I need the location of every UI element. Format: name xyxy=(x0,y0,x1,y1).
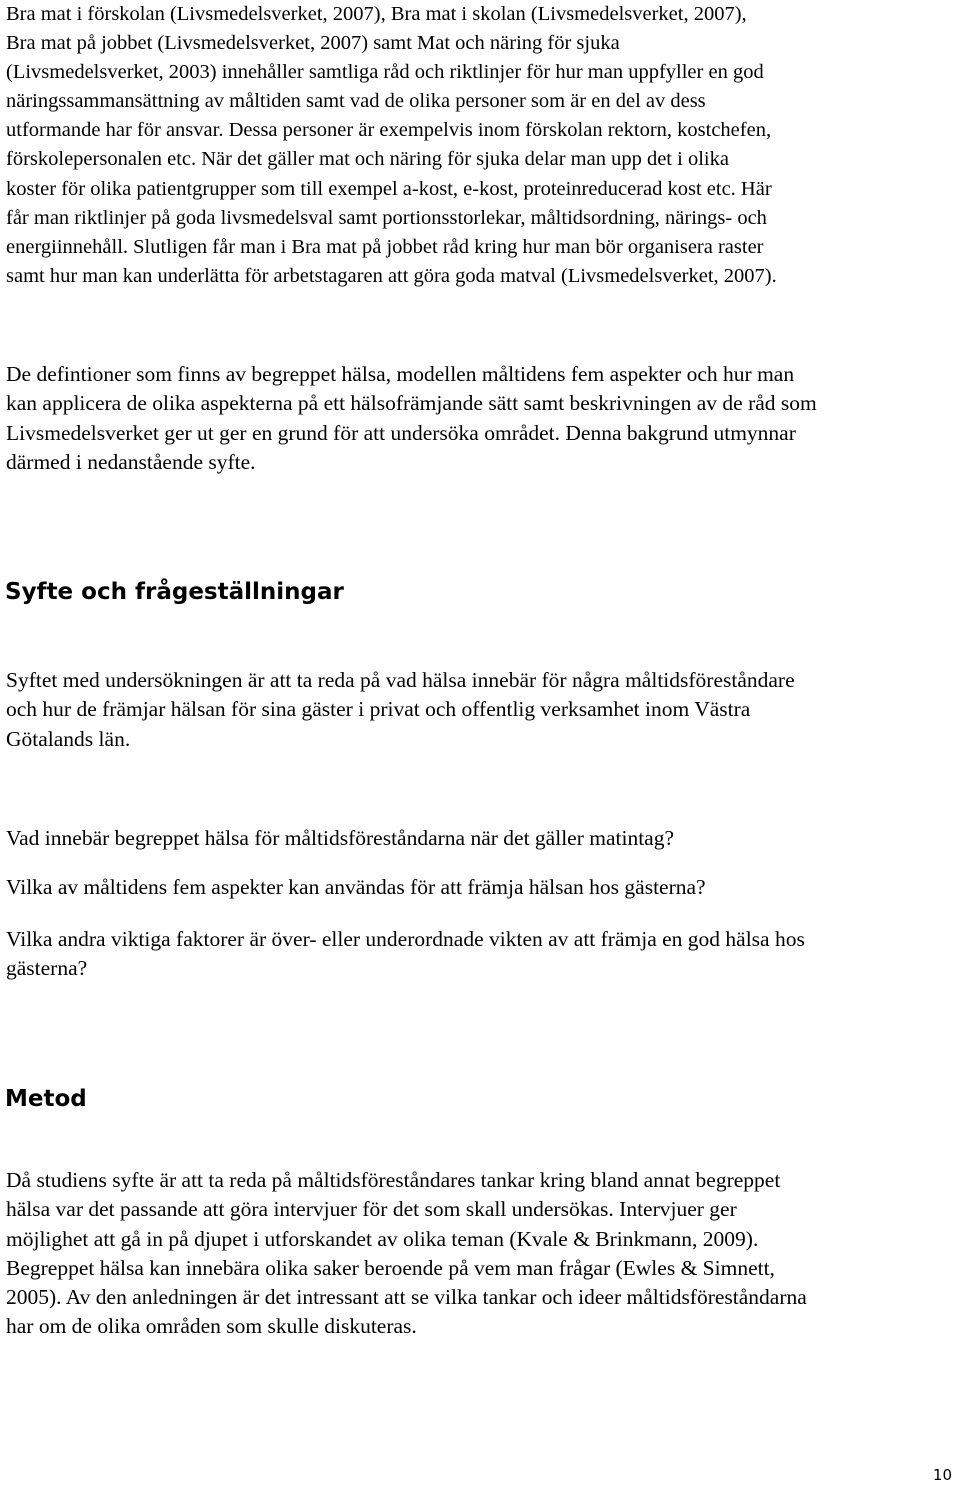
text-line: samt hur man kan underlätta för arbetstagaren att göra goda matval (Livsmedelsverket, 2007). xyxy=(6,264,777,287)
text-line: utformande har för ansvar. Dessa personer är exempelvis inom förskolan rektorn, kostchefen, xyxy=(6,119,772,142)
research-question-3 xyxy=(6,925,805,984)
text-line: kan applicera de olika aspekterna på ett hälsofrämjande sätt samt beskrivningen av de råd som xyxy=(6,391,817,416)
text-line: hälsa var det passande att göra intervjuer för det som skall undersökas. Intervjuer ger xyxy=(6,1197,737,1222)
research-question-2 xyxy=(6,873,706,902)
text-line: Bra mat i förskolan (Livsmedelsverket, 2007), Bra mat i skolan (Livsmedelsverket, 2007), xyxy=(6,3,747,25)
syfte-paragraph xyxy=(6,666,795,754)
section-heading-metod: Metod xyxy=(5,1086,87,1112)
text-line: koster för olika patientgrupper som till exempel a-kost, e-kost, proteinreducerad kost etc. Här xyxy=(6,177,772,200)
text-line: har om de olika områden som skulle diskuteras. xyxy=(6,1314,417,1339)
text-line: Begreppet hälsa kan innebära olika saker beroende på vem man frågar (Ewles & Simnett, xyxy=(6,1255,775,1280)
text-line: Livsmedelsverket ger ut ger en grund för att undersöka området. Denna bakgrund utmynnar xyxy=(6,420,796,445)
text-line: Då studiens syfte är att ta reda på måltidsföreståndares tankar kring bland annat begreppet xyxy=(6,1168,781,1192)
text-line: 2005). Av den anledningen är det intressant att se vilka tankar och ideer måltidsföreståndarna xyxy=(6,1285,807,1310)
page-number: 10 xyxy=(932,1466,952,1484)
text-line: därmed i nedanstående syfte. xyxy=(6,449,256,474)
text-line: möjlighet att gå in på djupet i utforskandet av olika teman (Kvale & Brinkmann, 2009). xyxy=(6,1226,759,1251)
research-question-1 xyxy=(6,824,674,853)
text-line: och hur de främjar hälsan för sina gäster i privat och offentlig verksamhet inom Västra xyxy=(6,697,751,722)
definition-paragraph xyxy=(6,360,817,477)
text-line: får man riktlinjer på goda livsmedelsval samt portionsstorlekar, måltidsordning, närings- och xyxy=(6,206,767,229)
text-line: Syftet med undersökningen är att ta reda på vad hälsa innebär för några måltidsföreståndare xyxy=(6,668,795,692)
text-line: energiinnehåll. Slutligen får man i Bra mat på jobbet råd kring hur man bör organisera raster xyxy=(6,235,764,258)
text-line: Vilka av måltidens fem aspekter kan användas för att främja hälsan hos gästerna? xyxy=(6,875,706,899)
text-line: (Livsmedelsverket, 2003) innehåller samtliga råd och riktlinjer för hur man uppfyller en god xyxy=(6,61,764,84)
text-line: Vilka andra viktiga faktorer är över- eller underordnade vikten av att främja en god hälsa hos xyxy=(6,927,805,951)
text-line: De defintioner som finns av begreppet hälsa, modellen måltidens fem aspekter och hur man xyxy=(6,362,795,386)
text-line: näringssammansättning av måltiden samt vad de olika personer som är en del av dess xyxy=(6,90,706,113)
text-line: Götalands län. xyxy=(6,726,131,751)
text-line: Vad innebär begreppet hälsa för måltidsföreståndarna när det gäller matintag? xyxy=(6,826,675,850)
text-line: förskolepersonalen etc. När det gäller mat och näring för sjuka delar man upp det i olika xyxy=(6,148,729,171)
metod-paragraph xyxy=(6,1166,807,1342)
intro-paragraph xyxy=(6,0,777,291)
section-heading-syfte: Syfte och frågeställningar xyxy=(5,579,344,605)
text-line: Bra mat på jobbet (Livsmedelsverket, 2007) samt Mat och näring för sjuka xyxy=(6,32,620,55)
text-line: gästerna? xyxy=(6,956,88,981)
